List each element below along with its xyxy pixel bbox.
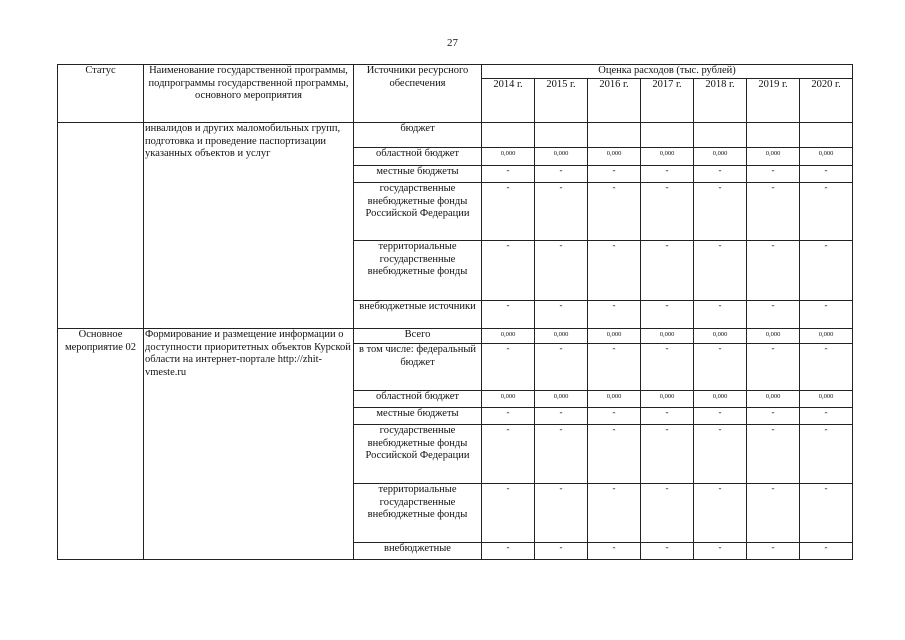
value-cell: 0,000 xyxy=(482,148,535,166)
value-cell: - xyxy=(694,241,747,301)
program-name-cell: инвалидов и других маломобильных групп, подготовка и проведение паспортизации указанных объектов и услуг xyxy=(144,123,354,329)
source-cell: местные бюджеты xyxy=(354,408,482,425)
value-cell: 0,000 xyxy=(641,148,694,166)
value-cell: - xyxy=(641,241,694,301)
value-cell: 0,000 xyxy=(800,391,853,408)
year-header: 2015 г. xyxy=(535,79,588,123)
value-cell xyxy=(747,123,800,148)
source-cell: государственные внебюджетные фонды Российской Федерации xyxy=(354,425,482,484)
value-cell: - xyxy=(641,301,694,329)
value-cell: - xyxy=(747,344,800,391)
source-cell: территориальные государственные внебюджетные фонды xyxy=(354,241,482,301)
value-cell: 0,000 xyxy=(747,391,800,408)
value-cell: - xyxy=(747,543,800,560)
value-cell: 0,000 xyxy=(588,329,641,344)
value-cell: - xyxy=(747,183,800,241)
value-cell: 0,000 xyxy=(535,148,588,166)
value-cell xyxy=(694,123,747,148)
value-cell: - xyxy=(535,425,588,484)
value-cell: - xyxy=(482,344,535,391)
value-cell: - xyxy=(588,425,641,484)
source-cell: территориальные государственные внебюджетные фонды xyxy=(354,484,482,543)
year-header: 2016 г. xyxy=(588,79,641,123)
value-cell: - xyxy=(535,408,588,425)
value-cell xyxy=(535,123,588,148)
value-cell: - xyxy=(694,344,747,391)
year-header: 2014 г. xyxy=(482,79,535,123)
value-cell: - xyxy=(800,241,853,301)
source-cell: в том числе: федеральный бюджет xyxy=(354,344,482,391)
program-name-cell: Формирование и размещение информации о доступности приоритетных объектов Курской области на интернет-портале http://zhit-vmeste.ru xyxy=(144,329,354,560)
value-cell: - xyxy=(482,301,535,329)
value-cell: 0,000 xyxy=(641,391,694,408)
value-cell: - xyxy=(694,425,747,484)
value-cell: - xyxy=(641,183,694,241)
source-cell: внебюджетные xyxy=(354,543,482,560)
source-cell: местные бюджеты xyxy=(354,166,482,183)
value-cell: - xyxy=(641,543,694,560)
value-cell: - xyxy=(588,301,641,329)
value-cell: - xyxy=(694,484,747,543)
sources-header: Источники ресурсного обеспечения xyxy=(354,65,482,123)
value-cell: 0,000 xyxy=(482,391,535,408)
status-header: Статус xyxy=(58,65,144,123)
source-cell: областной бюджет xyxy=(354,148,482,166)
value-cell: - xyxy=(588,543,641,560)
year-header: 2017 г. xyxy=(641,79,694,123)
value-cell: - xyxy=(482,425,535,484)
value-cell: - xyxy=(800,301,853,329)
page-number: 27 xyxy=(447,37,458,49)
value-cell: 0,000 xyxy=(588,391,641,408)
value-cell: - xyxy=(482,484,535,543)
value-cell: - xyxy=(800,344,853,391)
value-cell: - xyxy=(694,183,747,241)
value-cell: - xyxy=(641,166,694,183)
value-cell: - xyxy=(747,484,800,543)
value-cell: - xyxy=(800,166,853,183)
status-cell: Основное мероприятие 02 xyxy=(58,329,144,560)
value-cell: - xyxy=(588,183,641,241)
value-cell: 0,000 xyxy=(694,391,747,408)
source-cell: областной бюджет xyxy=(354,391,482,408)
year-header: 2019 г. xyxy=(747,79,800,123)
value-cell: - xyxy=(482,183,535,241)
source-cell: Всего xyxy=(354,329,482,344)
value-cell: - xyxy=(800,543,853,560)
value-cell xyxy=(800,123,853,148)
estimate-header: Оценка расходов (тыс. рублей) xyxy=(482,65,853,79)
value-cell: - xyxy=(694,408,747,425)
value-cell: - xyxy=(588,344,641,391)
name-header: Наименование государственной программы, подпрограммы государственной программы, основного мероприятия xyxy=(144,65,354,123)
table-row xyxy=(58,329,853,344)
value-cell: - xyxy=(588,166,641,183)
value-cell: 0,000 xyxy=(482,329,535,344)
value-cell: 0,000 xyxy=(694,148,747,166)
source-cell: государственные внебюджетные фонды Российской Федерации xyxy=(354,183,482,241)
value-cell: - xyxy=(482,241,535,301)
year-header: 2018 г. xyxy=(694,79,747,123)
value-cell: - xyxy=(535,241,588,301)
value-cell: 0,000 xyxy=(747,148,800,166)
value-cell: - xyxy=(535,484,588,543)
value-cell: 0,000 xyxy=(747,329,800,344)
value-cell: 0,000 xyxy=(694,329,747,344)
value-cell: - xyxy=(482,408,535,425)
status-cell xyxy=(58,123,144,329)
table-row xyxy=(58,123,853,148)
value-cell: - xyxy=(694,166,747,183)
value-cell: - xyxy=(641,408,694,425)
value-cell: - xyxy=(800,183,853,241)
value-cell: 0,000 xyxy=(641,329,694,344)
value-cell: - xyxy=(641,425,694,484)
value-cell: - xyxy=(747,408,800,425)
value-cell: - xyxy=(535,301,588,329)
source-cell: внебюджетные источники xyxy=(354,301,482,329)
value-cell: - xyxy=(535,543,588,560)
value-cell: - xyxy=(694,543,747,560)
header-row xyxy=(58,65,853,79)
value-cell: - xyxy=(800,408,853,425)
value-cell: - xyxy=(747,241,800,301)
value-cell: 0,000 xyxy=(800,329,853,344)
expense-table xyxy=(57,64,853,560)
value-cell: - xyxy=(800,425,853,484)
value-cell: - xyxy=(588,408,641,425)
value-cell: - xyxy=(535,183,588,241)
value-cell: - xyxy=(588,241,641,301)
year-header: 2020 г. xyxy=(800,79,853,123)
value-cell: 0,000 xyxy=(535,329,588,344)
value-cell: 0,000 xyxy=(535,391,588,408)
value-cell: - xyxy=(535,166,588,183)
value-cell: - xyxy=(641,484,694,543)
value-cell: - xyxy=(747,425,800,484)
value-cell: - xyxy=(747,166,800,183)
value-cell: - xyxy=(694,301,747,329)
value-cell: - xyxy=(535,344,588,391)
value-cell: 0,000 xyxy=(588,148,641,166)
value-cell: - xyxy=(800,484,853,543)
value-cell: 0,000 xyxy=(800,148,853,166)
value-cell: - xyxy=(482,543,535,560)
value-cell: - xyxy=(641,344,694,391)
value-cell: - xyxy=(482,166,535,183)
value-cell xyxy=(482,123,535,148)
value-cell xyxy=(588,123,641,148)
value-cell: - xyxy=(588,484,641,543)
value-cell: - xyxy=(747,301,800,329)
source-cell: бюджет xyxy=(354,123,482,148)
value-cell xyxy=(641,123,694,148)
